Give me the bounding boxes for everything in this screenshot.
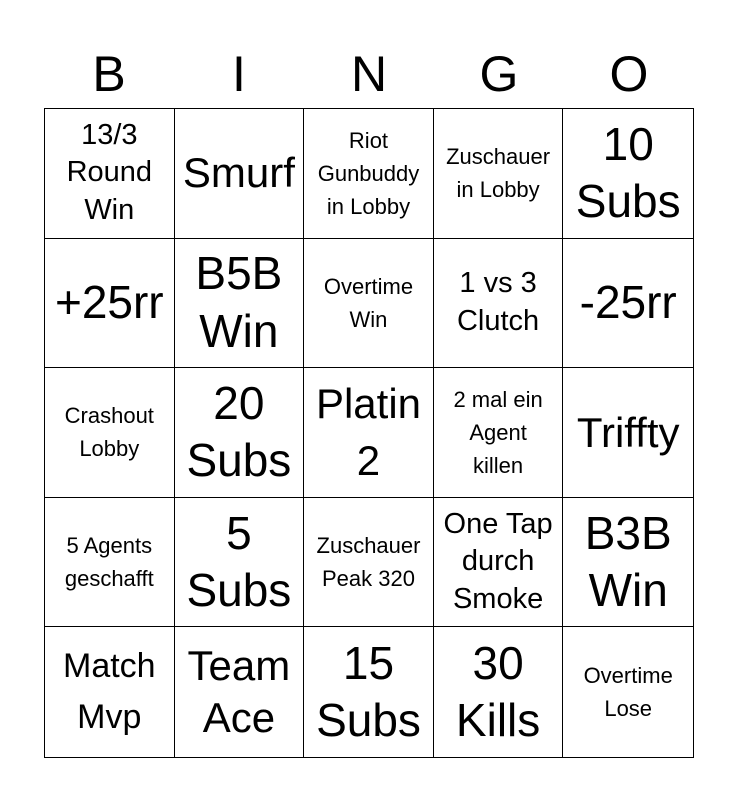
header-letter-i: I [232, 46, 246, 102]
bingo-cell[interactable] [434, 627, 564, 757]
header-letter-b: B [92, 46, 126, 102]
cell-text: 20 Subs [186, 376, 292, 487]
cell-text: 1 vs 3 Clutch [456, 267, 540, 337]
bingo-cell[interactable] [45, 627, 175, 757]
cell-text: Overtime Lose [583, 663, 673, 722]
header-letter-n: N [350, 46, 388, 102]
bingo-cell[interactable] [434, 239, 564, 369]
cell-text: Match Mvp [63, 647, 156, 737]
bingo-cell[interactable] [45, 498, 175, 628]
bingo-cell[interactable] [45, 368, 175, 498]
bingo-cell[interactable] [175, 368, 305, 498]
bingo-cell[interactable] [175, 498, 305, 628]
cell-text: Crashout Lobby [64, 403, 154, 462]
cell-text: Platin 2 [315, 379, 422, 485]
cell-text: -25rr [579, 276, 677, 329]
cell-text: Riot Gunbuddy in Lobby [317, 127, 420, 219]
bingo-cell[interactable] [304, 498, 434, 628]
bingo-cell[interactable] [304, 109, 434, 239]
bingo-cell[interactable] [175, 109, 305, 239]
header-letter-o: O [609, 46, 649, 102]
cell-text: 15 Subs [316, 636, 421, 747]
bingo-cell[interactable] [563, 627, 693, 757]
bingo-cell[interactable] [563, 498, 693, 628]
bingo-cell[interactable] [434, 368, 564, 498]
bingo-cell[interactable] [434, 498, 564, 628]
header-letter-g: G [479, 46, 519, 102]
cell-text: Smurf [182, 149, 295, 197]
cell-text: 5 Subs [186, 506, 292, 617]
bingo-cell[interactable] [434, 109, 564, 239]
bingo-cell[interactable] [563, 239, 693, 369]
cell-text: B5B Win [195, 247, 283, 357]
bingo-cell[interactable] [304, 627, 434, 757]
bingo-cell[interactable] [304, 368, 434, 498]
bingo-cell[interactable] [175, 627, 305, 757]
cell-text: One Tap durch Smoke [443, 507, 553, 615]
cell-text: 13/3 Round Win [66, 118, 153, 227]
cell-text: Triffty [576, 408, 680, 456]
bingo-cell[interactable] [45, 239, 175, 369]
cell-text: +25rr [54, 276, 164, 329]
bingo-cell[interactable] [45, 109, 175, 239]
cell-text: 2 mal ein Agent killen [453, 386, 543, 478]
cell-text: Zuschauer in Lobby [446, 144, 551, 203]
cell-text: Team Ace [187, 641, 291, 742]
cell-text: Zuschauer Peak 320 [316, 533, 421, 592]
bingo-cell[interactable] [304, 239, 434, 369]
bingo-cell[interactable] [563, 109, 693, 239]
bingo-cell[interactable] [563, 368, 693, 498]
cell-text: 5 Agents geschafft [64, 533, 154, 592]
cell-text: B3B Win [584, 506, 672, 617]
bingo-header [44, 40, 694, 108]
cell-text: 10 Subs [575, 117, 681, 228]
bingo-board [44, 108, 694, 758]
bingo-cell[interactable] [175, 239, 305, 369]
cell-text: 30 Kills [455, 636, 541, 747]
cell-text: Overtime Win [323, 273, 414, 332]
